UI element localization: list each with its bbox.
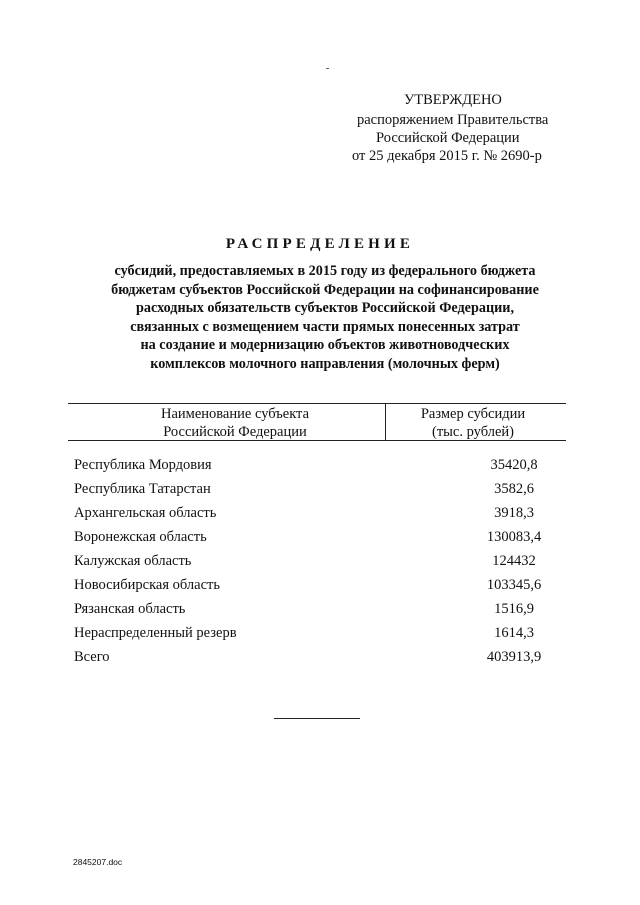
- document-title: РАСПРЕДЕЛЕНИЕ: [225, 236, 415, 252]
- subtitle-line: бюджетам субъектов Российской Федерации на софинансирование: [111, 281, 539, 298]
- approval-line-3: от 25 декабря 2015 г. № 2690-р: [352, 148, 542, 164]
- subject-name: Нераспределенный резерв: [74, 625, 237, 641]
- table-row: [74, 457, 544, 477]
- subsidy-amount: 1614,3: [494, 625, 534, 641]
- scan-speck: [326, 68, 329, 69]
- subsidy-amount: 103345,6: [486, 577, 542, 593]
- subject-name: Рязанская область: [74, 601, 186, 617]
- end-of-document-line: [274, 718, 360, 719]
- table-top-rule: [68, 403, 566, 404]
- table-row: [74, 481, 544, 501]
- subtitle-line: субсидий, предоставляемых в 2015 году из федерального бюджета: [114, 263, 536, 279]
- subject-name: Калужская область: [74, 553, 192, 569]
- approval-line-2: Российской Федерации: [376, 130, 520, 146]
- subtitle-line: комплексов молочного направления (молочных ферм): [150, 355, 500, 372]
- subject-name: Всего: [74, 649, 110, 665]
- subject-name: Воронежская область: [74, 529, 207, 545]
- subsidy-amount: 3582,6: [494, 481, 534, 497]
- subsidy-amount: 1516,9: [494, 601, 534, 617]
- table-header-subject: Наименование субъекта Российской Федерации: [160, 406, 310, 440]
- table-row: [74, 553, 544, 573]
- subtitle-line: связанных с возмещением части прямых понесенных затрат: [130, 318, 520, 335]
- subtitle-line: расходных обязательств субъектов Российской Федерации,: [135, 300, 515, 316]
- table-row: [74, 601, 544, 621]
- table-row: [74, 505, 544, 525]
- subject-name: Республика Татарстан: [74, 481, 211, 497]
- subsidy-amount: 35420,8: [490, 457, 538, 473]
- approval-heading: УТВЕРЖДЕНО: [404, 92, 502, 108]
- table-column-divider: [385, 404, 386, 440]
- subsidy-amount: 3918,3: [494, 505, 534, 521]
- table-row-total: [74, 649, 544, 669]
- table-row: [74, 625, 544, 645]
- table-row: [74, 529, 544, 549]
- approval-line-1: распоряжением Правительства: [357, 112, 549, 128]
- document-subtitle: [60, 262, 590, 373]
- document-code: 2845207.doc: [73, 857, 123, 867]
- table-header-amount: Размер субсидии (тыс. рублей): [420, 406, 526, 440]
- subject-name: Республика Мордовия: [74, 457, 212, 473]
- subsidy-amount: 130083,4: [486, 529, 542, 545]
- subject-name: Архангельская область: [74, 505, 217, 521]
- subsidy-amount: 124432: [492, 553, 536, 569]
- table-row: [74, 577, 544, 597]
- subtitle-line: на создание и модернизацию объектов животноводческих: [140, 337, 510, 353]
- subject-name: Новосибирская область: [74, 577, 220, 593]
- subsidy-amount: 403913,9: [486, 649, 542, 665]
